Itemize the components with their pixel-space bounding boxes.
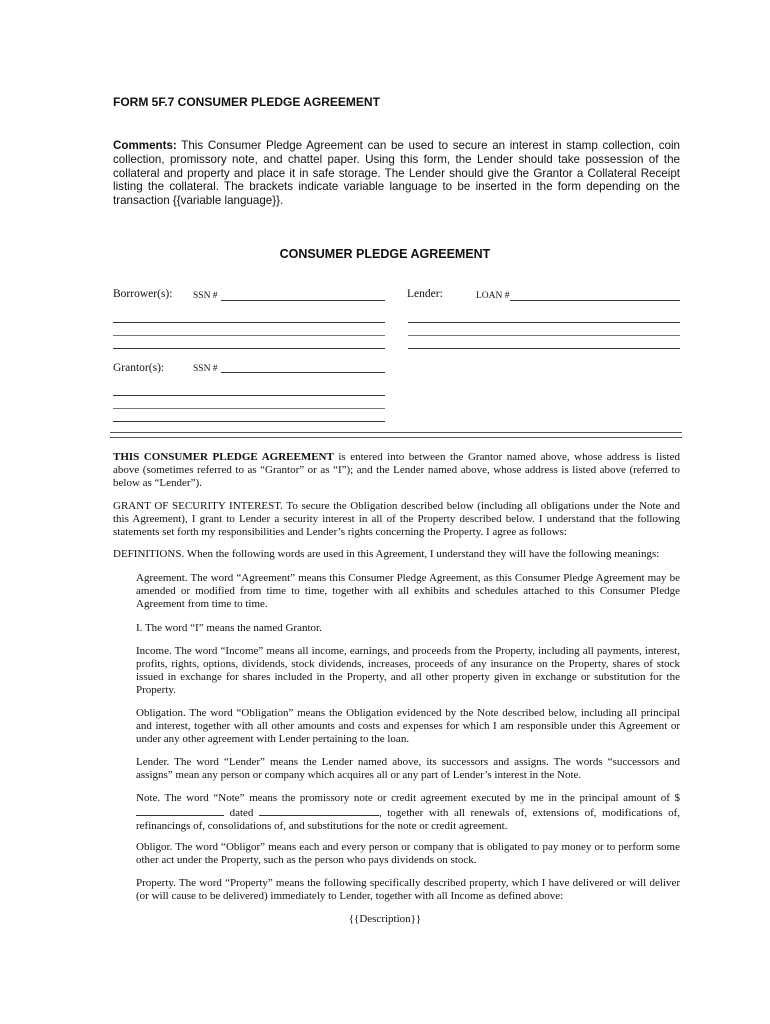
agreement-title: CONSUMER PLEDGE AGREEMENT — [279, 247, 491, 261]
note-text-b: , together with all renewals of, extensions of, modifications of, refinancings of, consolidations of, and substitutions for the note or credit agreement. — [136, 807, 681, 832]
grantor-line-1[interactable] — [113, 395, 385, 396]
comments-label: Comments: — [113, 139, 177, 152]
definition-lender: Lender. The word “Lender” means the Lender named above, its successors and assigns. The words “successors and assigns” mean any person or company which acquires all or any part of Lender’s interest in the Note. — [136, 756, 680, 781]
definition-property: Property. The word “Property” means the following specifically described property, which I have delivered or will deliver (or will cause to be delivered) immediately to Lender, together with all Income as defined above: — [136, 877, 680, 902]
lender-line-2[interactable] — [408, 335, 680, 336]
description-placeholder: {{Description}} — [348, 913, 422, 925]
definition-agreement: Agreement. The word “Agreement” means this Consumer Pledge Agreement, as this Consumer Pledge Agreement may be amended or modified from time to time, together with all exhibits and schedules attached to this Consumer Pledge Agreement from time to time. — [136, 572, 680, 610]
intro-text: is entered into between the Grantor named above, whose address is listed above (sometimes referred to as “Grantor” or as “I”); and the Lender named above, whose address is listed above (referred to below as “Lender”). — [113, 451, 681, 489]
definition-income: Income. The word “Income” means all income, earnings, and proceeds from the Property, including all payments, interest, profits, rights, options, dividends, stock dividends, increases, proceeds of any insurance on the Property, shares of stock issued in exchange for shares included in the Property, and all other property given in exchange or substitution for the Property. — [136, 645, 680, 696]
note-dated: dated — [229, 807, 254, 819]
section-divider — [110, 432, 682, 438]
note-amount-field[interactable] — [136, 805, 224, 816]
definition-obligation: Obligation. The word “Obligation” means the Obligation evidenced by the Note described below, including all principal and interest, together with all other amounts and costs and expenses for which I am responsible under this Agreement or under any other agreement with Lender pertaining to the loan. — [136, 707, 680, 745]
form-title: FORM 5F.7 CONSUMER PLEDGE AGREEMENT — [113, 95, 380, 109]
grantor-line-3[interactable] — [113, 421, 385, 422]
lender-line-1[interactable] — [408, 322, 680, 323]
intro-bold: THIS CONSUMER PLEDGE AGREEMENT — [113, 451, 334, 463]
note-date-field[interactable] — [259, 805, 379, 816]
note-dollar: $ — [674, 792, 680, 804]
grantor-ssn-label: SSN # — [193, 364, 218, 374]
grantor-ssn-field[interactable] — [221, 372, 385, 373]
lender-loan-label: LOAN # — [476, 291, 510, 301]
lender-label: Lender: — [407, 288, 443, 300]
borrower-line-3[interactable] — [113, 348, 385, 349]
comments-paragraph — [113, 139, 680, 208]
lender-loan-field[interactable] — [510, 300, 680, 301]
note-text-a: Note. The word “Note” means the promissory note or credit agreement executed by me in the principal amount of — [136, 792, 670, 804]
intro-paragraph — [113, 451, 680, 490]
grantor-label: Grantor(s): — [113, 362, 165, 374]
definition-i: I. The word “I” means the named Grantor. — [136, 622, 322, 634]
grantor-line-2[interactable] — [113, 408, 385, 409]
definition-obligor: Obligor. The word “Obligor” means each and every person or company that is obligated to pay money or to perform some other act under the Property, such as the person who pays dividends on stock. — [136, 841, 680, 866]
grant-paragraph: GRANT OF SECURITY INTEREST. To secure the Obligation described below (including all obligations under the Note and this Agreement), I grant to Lender a security interest in all of the Property described below. I understand that the following statements set forth my responsibilities and Lender’s rights concerning the Property. I agree as follows: — [113, 500, 680, 538]
borrower-line-2[interactable] — [113, 335, 385, 336]
borrower-line-1[interactable] — [113, 322, 385, 323]
borrower-ssn-label: SSN # — [193, 291, 218, 301]
borrower-label: Borrower(s): — [113, 288, 173, 300]
lender-line-3[interactable] — [408, 348, 680, 349]
definition-note — [136, 792, 680, 833]
definitions-intro: DEFINITIONS. When the following words are used in this Agreement, I understand they will have the following meanings: — [113, 548, 660, 560]
borrower-ssn-field[interactable] — [221, 300, 385, 301]
comments-text: This Consumer Pledge Agreement can be used to secure an interest in stamp collection, coin collection, promissory note, and chattel paper. Using this form, the Lender should take possession of the collateral and property and place it in safe storage. The Lender should give the Grantor a Collateral Receipt listing the collateral. The brackets indicate variable language to be inserted in the form depending on the transaction {{variable language}}. — [113, 139, 680, 208]
